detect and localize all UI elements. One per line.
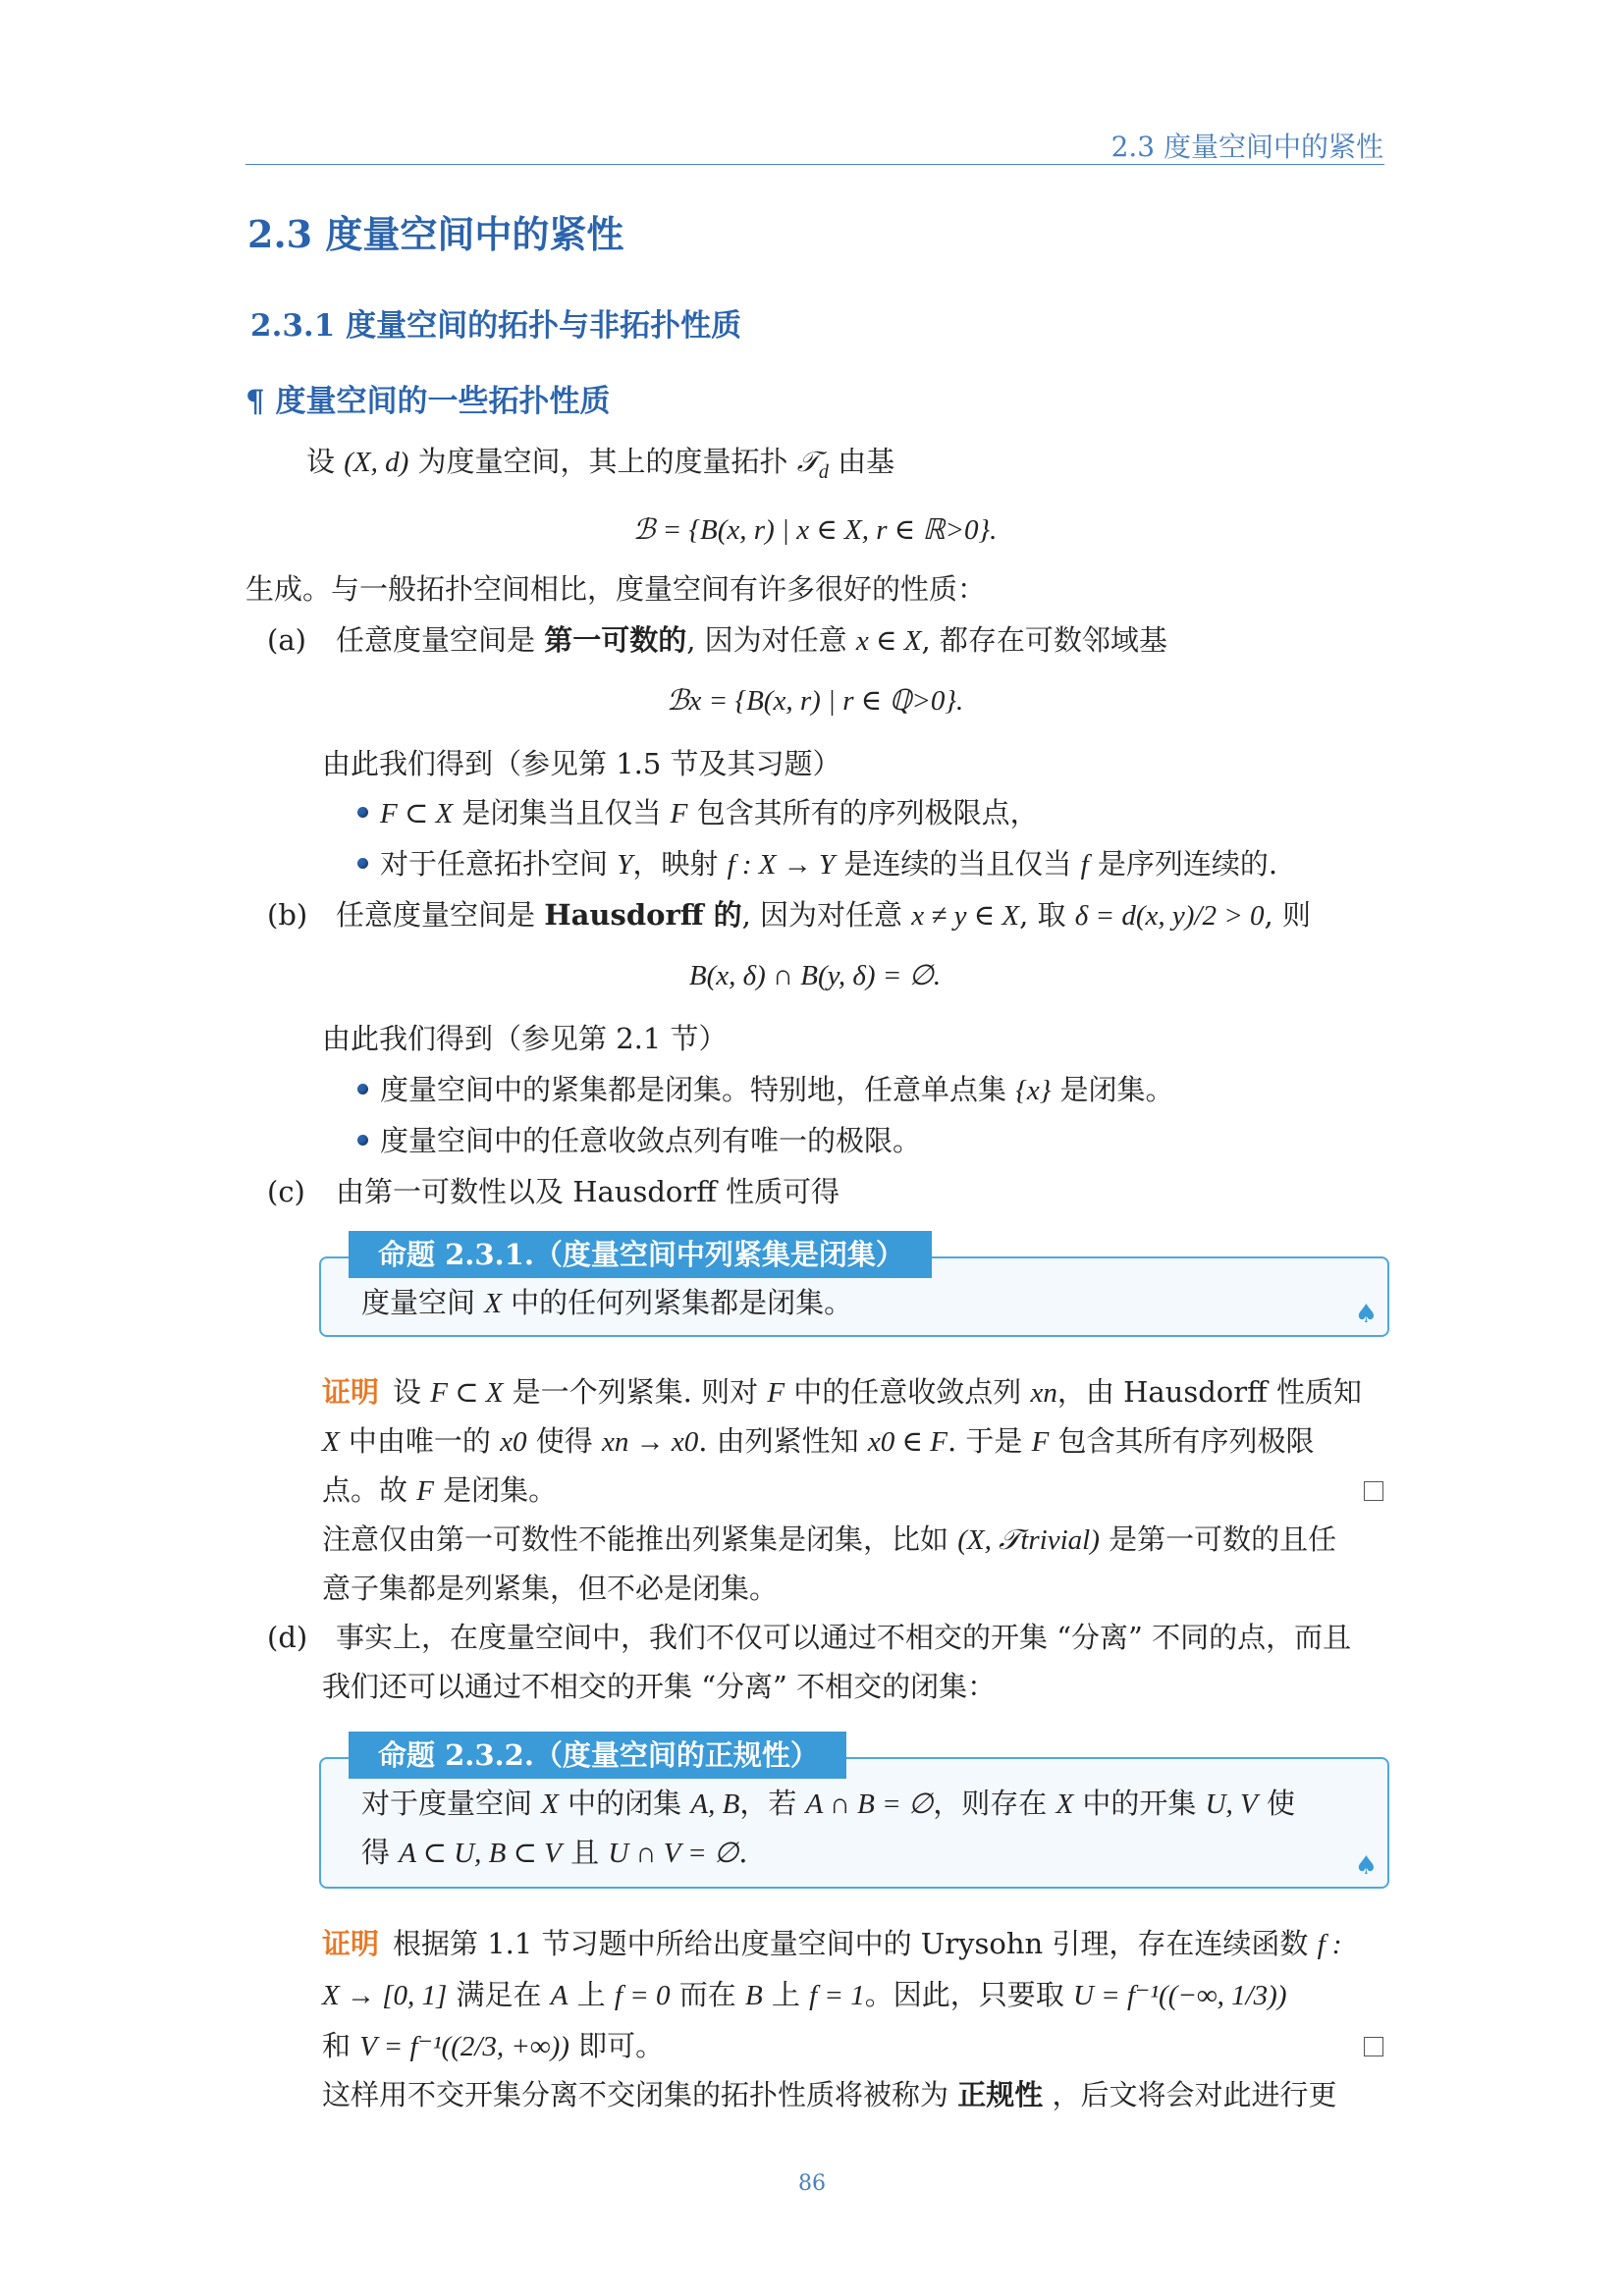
text: ，由 Hausdorff 性质知 [1056,1375,1362,1409]
bullet-icon [357,1135,368,1146]
math: x ≠ y ∈ X [911,900,1020,932]
item-d-line-1 [267,1618,1351,1657]
text: , 因为对任意 [686,623,856,657]
math: X [1056,1789,1074,1820]
text: 为度量空间，其上的度量拓扑 [408,445,797,478]
proposition-title-2: 命题 2.3.2.（度量空间的正规性） [349,1732,846,1779]
item-b-bullet-2 [357,1121,921,1160]
item-a-bullet-2 [357,844,1277,884]
item-label: (b) [267,898,308,932]
bullet-icon [357,1084,368,1095]
math: (X, 𝒯trivial) [957,1524,1100,1556]
text: 度量空间 [361,1286,485,1319]
text: 设 [306,445,345,478]
text: 对于任意拓扑空间 [380,847,618,881]
closing-line [322,2075,1336,2114]
text: 得 [361,1836,400,1869]
math: V = f⁻¹((2/3, +∞)) [359,2031,569,2062]
math: x0 ∈ F [867,1426,947,1458]
text: 使得 [526,1424,602,1458]
text: 根据第 1.1 节习题中所给出度量空间中的 Urysohn 引理，存在连续函数 [393,1927,1318,1960]
bold-term: 正规性 [957,2078,1044,2111]
math: F [416,1475,434,1507]
math: X → [0, 1] [322,1980,448,2011]
math: xn → x0 [601,1426,699,1458]
text: 度量空间中的任意收敛点列有唯一的极限。 [380,1124,922,1157]
text: 包含其所有序列极限 [1049,1424,1315,1458]
math: Y [617,849,633,881]
item-a [267,620,1167,661]
text: 这样用不交开集分离不交闭集的拓扑性质将被称为 [322,2078,958,2111]
text: 而在 [670,1978,745,2011]
text: ，后文将会对此进行更 [1043,2078,1337,2111]
math: X [322,1426,340,1458]
text: 是闭集。 [433,1473,558,1507]
section-title: 2.3 度量空间中的紧性 [247,212,624,256]
item-a-follow: 由此我们得到（参见第 1.5 节及其习题） [322,747,841,780]
text: . [738,1836,748,1869]
text: 是序列连续的. [1088,847,1278,881]
proof-1-line-1 [322,1372,1362,1413]
proof-2-line-2 [322,1975,1286,2015]
note-line-2: 意子集都是列紧集，但不必是闭集。 [322,1572,779,1605]
math: f [1080,849,1089,881]
text: 中的闭集 [558,1787,691,1820]
text: ，则存在 [933,1787,1056,1820]
text: 事实上，在度量空间中，我们不仅可以通过不相交的开集 “分离” 不同的点，而且 [336,1621,1352,1654]
text: 任意度量空间是 [336,898,545,932]
math: x ∈ X [855,625,922,657]
text: 度量空间中的紧集都是闭集。特别地，任意单点集 [380,1073,1016,1106]
math: B [744,1980,763,2011]
proof-label: 证明 [322,1375,380,1409]
text: 注意仅由第一可数性不能推出列紧集是闭集，比如 [322,1522,958,1556]
math: A ⊂ U, B ⊂ V [399,1838,562,1869]
note-line-1 [322,1520,1336,1560]
math: f = 0 [614,1980,671,2011]
item-a-bullet-1 [357,793,1039,833]
text: , 因为对任意 [741,898,912,932]
math: A, B [690,1789,740,1820]
text: 设 [393,1375,431,1409]
equation-neighborhood-base: ℬx = {B(x, r) | r ∈ ℚ>0}. [666,685,964,717]
text: , 取 [1019,898,1075,932]
text: 中的任意收敛点列 [785,1375,1031,1409]
proposition-text-2-line-1 [361,1784,1295,1824]
item-label: (c) [267,1175,305,1208]
text: 和 [322,2029,360,2062]
intro-paragraph [306,442,894,492]
header-rule [245,164,1384,165]
math: f = 1 [809,1980,865,2011]
text: 任意度量空间是 [336,623,545,657]
math: f : [1317,1929,1342,1960]
text: 上 [568,1978,615,2011]
math-sub: d [818,460,829,483]
text: 使 [1257,1787,1295,1820]
proof-2-line-1 [322,1924,1342,1964]
equation-basis: ℬ = {B(x, r) | x ∈ X, r ∈ ℝ>0}. [632,514,998,546]
math: (X, d) [344,447,409,478]
item-b-bullet-1 [357,1070,1174,1110]
math: X [541,1789,559,1820]
proposition-text-1 [361,1283,852,1323]
bullet-icon [357,858,368,869]
bullet-icon [357,807,368,818]
generated-sentence: 生成。与一般拓扑空间相比，度量空间有许多很好的性质： [245,572,987,606]
math: F [767,1377,785,1409]
text: , 则 [1264,898,1311,932]
text: 点。故 [322,1473,417,1507]
text: 满足在 [447,1978,551,2011]
math: A [550,1980,568,2011]
text: 。因此，只要取 [864,1978,1073,2011]
text: 包含其所有的序列极限点， [687,796,1039,829]
proof-label: 证明 [322,1927,380,1960]
text: 对于度量空间 [361,1787,542,1820]
proposition-text-2-line-2 [361,1833,747,1873]
text: 是闭集当且仅当 [453,796,671,829]
math: xn [1030,1377,1057,1409]
item-b [267,895,1311,935]
text: ，映射 [632,847,728,881]
proof-1-line-2 [322,1421,1315,1462]
qed-icon [1364,1481,1383,1501]
text: 上 [762,1978,810,2011]
text: 是第一可数的且任 [1099,1522,1337,1556]
equation-disjoint-balls: B(x, δ) ∩ B(y, δ) = ∅. [688,960,942,991]
text: 中的任何列紧集都是闭集。 [501,1286,853,1319]
math: U ∩ V = ∅ [608,1838,739,1869]
running-header: 2.3 度量空间中的紧性 [1110,131,1383,163]
math: 𝒯 [796,447,819,478]
text: , 都存在可数邻域基 [921,623,1167,657]
proposition-title-1: 命题 2.3.1.（度量空间中列紧集是闭集） [349,1231,932,1278]
bold-term: 第一可数的 [544,623,687,657]
qed-icon [1364,2037,1383,2056]
math: U = f⁻¹((−∞, 1/3)) [1072,1980,1287,2011]
page-number: 86 [798,2171,826,2196]
math: {x} [1015,1075,1052,1106]
spade-icon: ♠ [1354,1300,1378,1329]
math: f : X → Y [727,849,836,881]
item-b-follow: 由此我们得到（参见第 2.1 节） [322,1022,728,1055]
item-d-line-2: 我们还可以通过不相交的开集 “分离” 不相交的闭集： [322,1670,997,1703]
text: 是闭集。 [1051,1073,1174,1106]
item-c [267,1172,839,1211]
math: U, V [1205,1789,1258,1820]
proof-1-line-3 [322,1470,557,1511]
item-label: (d) [267,1621,308,1654]
text: 是连续的当且仅当 [835,847,1081,881]
spade-icon: ♠ [1354,1851,1378,1881]
math: A ∩ B = ∅ [805,1789,934,1820]
text: 即可。 [568,2029,665,2062]
text: 由基 [828,445,895,478]
text: 且 [561,1836,609,1869]
paragraph-title: ¶ 度量空间的一些拓扑性质 [245,384,611,419]
math: X [484,1288,502,1319]
subsection-title: 2.3.1 度量空间的拓扑与非拓扑性质 [250,308,742,344]
math: F [670,798,688,829]
math: F ⊂ X [380,798,454,829]
text: 由第一可数性以及 Hausdorff 性质可得 [336,1175,840,1208]
text: . 于是 [947,1424,1032,1458]
math: F ⊂ X [430,1377,504,1409]
text: ，若 [739,1787,806,1820]
text: 中的开集 [1073,1787,1206,1820]
text: . 由列紧性知 [698,1424,868,1458]
math: δ = d(x, y)/2 > 0 [1074,900,1265,932]
proof-2-line-3 [322,2026,664,2066]
text: 中由唯一的 [339,1424,501,1458]
text: 是一个列紧集. 则对 [503,1375,768,1409]
bold-term: Hausdorff 的 [544,898,742,932]
math: F [1031,1426,1050,1458]
item-label: (a) [267,623,306,657]
math: x0 [500,1426,527,1458]
